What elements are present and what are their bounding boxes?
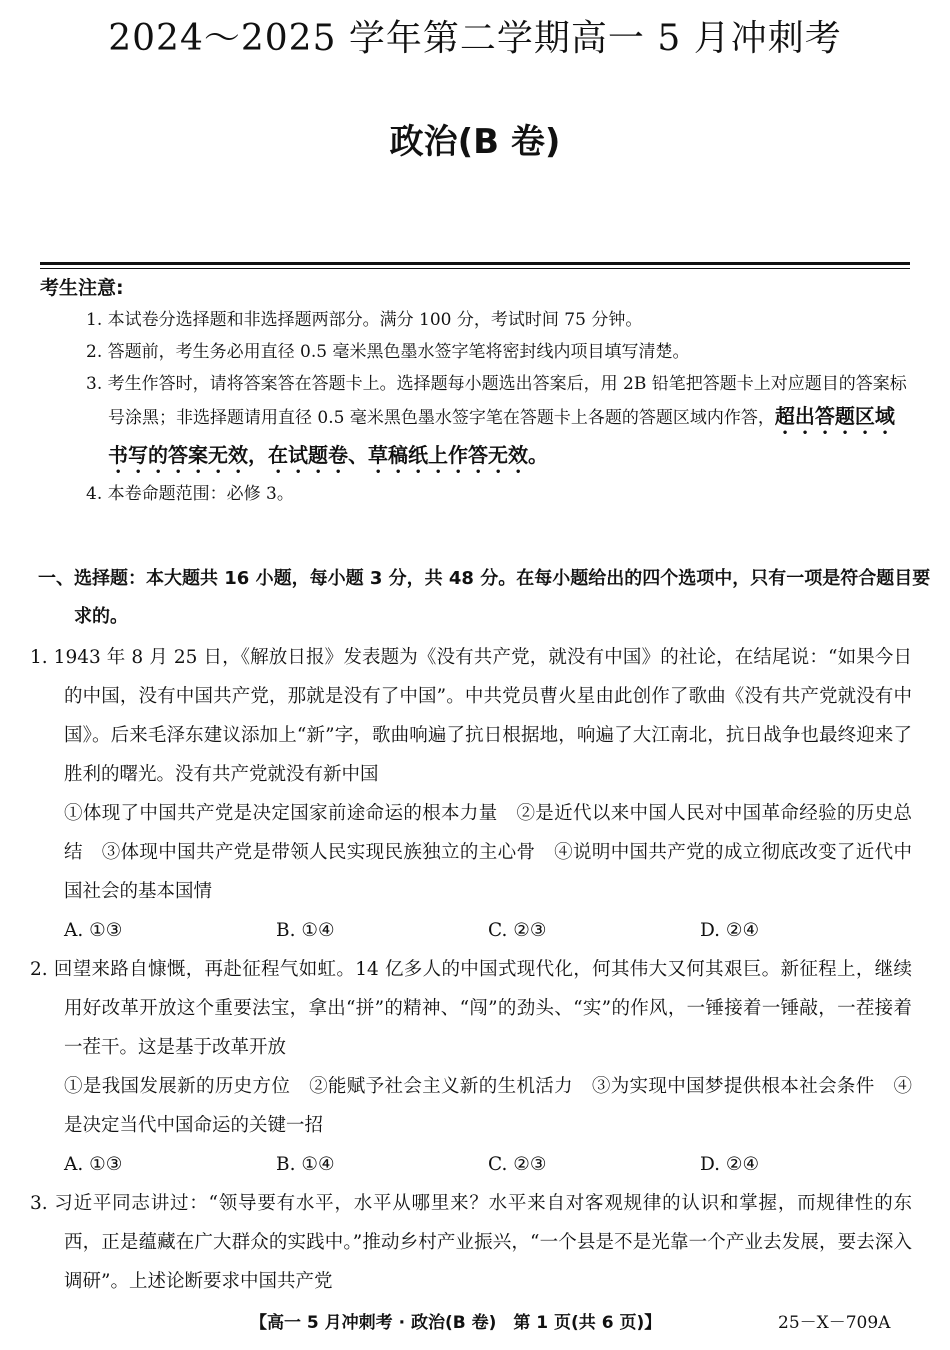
divider-thick [40,262,910,265]
option-a: A. ①③ [64,920,123,941]
footer-code: 25－X－709A [778,1313,891,1333]
option-b: B. ①④ [276,1154,335,1175]
notice-item-1: 1. 本试卷分选择题和非选择题两部分。满分 100 分，考试时间 75 分钟。 [86,310,643,330]
question-statements: ①是我国发展新的历史方位 ②能赋予社会主义新的生机活力 ③为实现中国梦提供根本社会条件 ④是决定当代中国命运的关键一招 [64,1076,912,1136]
notice-item-3-text: 3. 考生作答时，请将答案答在答题卡上。选择题每小题选出答案后，用 2B 铅笔把答题卡上对应题目的答案标号涂黑；非选择题请用直径 0.5 毫米黑色墨水签字笔在答题卡上各题的答题区域内作答， [86,374,907,428]
question-options [30,1145,912,1184]
question-1 [30,638,912,950]
question-3 [30,1184,912,1301]
divider-thin [40,268,910,269]
option-b: B. ①④ [276,920,335,941]
option-d: D. ②④ [700,1154,760,1175]
question-statements: ①体现了中国共产党是决定国家前途命运的根本力量 ②是近代以来中国人民对中国革命经验的历史总结 ③体现中国共产党是带领人民实现民族独立的主心骨 ④说明中国共产党的成立彻底改变了近代中国社会的基本国情 [64,803,912,902]
notice-item-2: 2. 答题前，考生务必用直径 0.5 毫米黑色墨水签字笔将密封线内项目填写清楚。 [86,342,690,362]
question-options [30,911,912,950]
question-stem: 1. 1943 年 8 月 25 日，《解放日报》发表题为《没有共产党，就没有中国》的社论，在结尾说：“如果今日的中国，没有中国共产党，那就是没有了中国”。中共党员曹火星由此创作了歌曲《没有共产党就没有中国》。后来毛泽东建议添加上“新”字，歌曲响遍了抗日根据地，响遍了大江南北，抗日战争也最终迎来了胜利的曙光。没有共产党就没有新中国 [30,647,912,785]
question-stem: 2. 回望来路自慷慨，再赴征程气如虹。14 亿多人的中国式现代化，何其伟大又何其艰巨。新征程上，继续用好改革开放这个重要法宝，拿出“拼”的精神、“闯”的劲头、“实”的作风，一锤接着一锤敲，一茬接着一茬干。这是基于改革开放 [30,959,912,1058]
notice-heading: 考生注意: [40,277,124,299]
notice-block [40,272,912,510]
notice-item-3-emphasis: 超出答题区域书写的答案无效，在试题卷、草稿纸上作答无效。 [108,404,895,467]
notice-item-4: 4. 本卷命题范围：必修 3。 [86,484,294,504]
exam-title: 2024～2025 学年第二学期高一 5 月冲刺考 [108,18,842,59]
option-a: A. ①③ [64,1154,123,1175]
exam-subtitle: 政治(B 卷) [389,122,561,162]
question-stem: 3. 习近平同志讲过：“领导要有水平，水平从哪里来？水平来自对客观规律的认识和掌握，而规律性的东西，正是蕴藏在广大群众的实践中。”推动乡村产业振兴，“一个县是不是光靠一个产业去发展，要去深入调研”。上述论断要求中国共产党 [30,1193,912,1292]
option-c: C. ②③ [488,920,547,941]
option-d: D. ②④ [700,920,760,941]
question-2 [30,950,912,1184]
notice-item-3 [40,368,912,478]
option-c: C. ②③ [488,1154,547,1175]
section-heading: 一、选择题：本大题共 16 小题，每小题 3 分，共 48 分。在每小题给出的四个选项中，只有一项是符合题目要求的。 [38,568,931,627]
footer-page-info: 【高一 5 月冲刺考 · 政治(B 卷) 第 1 页(共 6 页)】 [250,1313,662,1333]
